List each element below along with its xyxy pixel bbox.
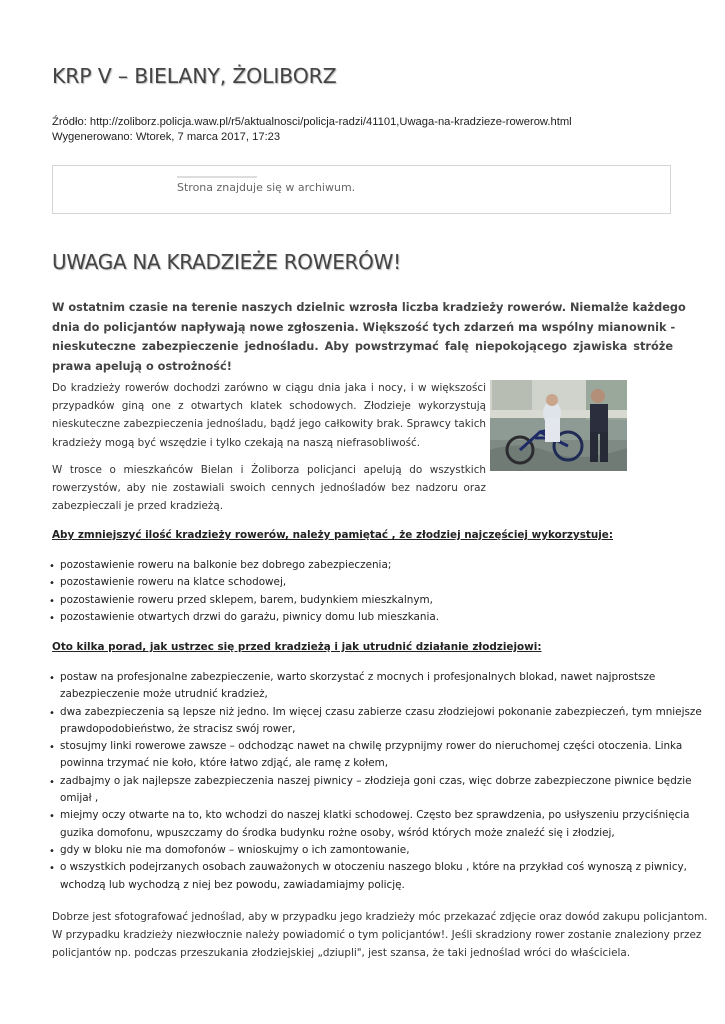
- list-item: • pozostawienie roweru na klatce schodowej,: [48, 574, 439, 591]
- paragraph-1: Do kradzieży rowerów dochodzi zarówno w ciągu dnia jaka i nocy, i w większości przypadków giną one z otwartych klatek schodowych. Złodzieje wykorzystują nieskuteczne zabezpieczenia jednośladu, bądź jego całkowity brak. Sprawcy takich kradzieży mogą być wszędzie i tylko czekają na naszą niefrasobliwość.: [52, 382, 486, 449]
- list-item-line: • miejmy oczy otwarte na to, kto wchodzi do naszej klatki schodowej. Często bez sprawdzenia, po usłyszeniu przyciśnięcia: [60, 809, 690, 822]
- site-title: KRP V – BIELANY, ŻOLIBORZ: [52, 64, 337, 88]
- lead-line: W ostatnim czasie na terenie naszych dzielnic wzrosła liczba kradzieży rowerów. Niemalże każdego: [52, 301, 686, 314]
- list-item: [48, 859, 702, 894]
- list-item: [48, 773, 702, 808]
- list-thief-opportunities: [48, 557, 439, 626]
- lead-line: dnia do policjantów napływają nowe zgłoszenia. Większość tych zdarzeń ma wspólny mianownik -: [52, 320, 676, 334]
- closing-line: Dobrze jest sfotografować jednoślad, aby w przypadku jego kradzieży móc przekazać zdjęcie oraz dowód zakupu policjantom.: [52, 911, 708, 923]
- list-item-line: guzika domofonu, wpuszczamy do środka budynku rożne osoby, wśród których może znaleźć się i złodziej,: [60, 826, 615, 839]
- archive-divider: [177, 176, 257, 178]
- closing-line: W przypadku kradzieży niezwłocznie należy powiadomić o tym policjantów!. Jeśli skradziony rower zostanie znaleziony przez: [52, 929, 702, 942]
- paragraph-2: W trosce o mieszkańców Bielan i Żoliborza policjanci apelują do wszystkich rowerzystów, aby nie zostawiali swoich cennych jednośladów bez nadzoru oraz zabezpieczali je przed kradzieżą.: [52, 464, 486, 513]
- police-officers-with-bicycle-image: [490, 380, 627, 471]
- list-item-line: • postaw na profesjonalne zabezpieczenie, warto skorzystać z mocnych i profesjonalnych blokad, nawet najprostsze: [60, 671, 656, 683]
- section-heading-1: Aby zmniejszyć ilość kradzieży rowerów, należy pamiętać , że złodziej najczęściej wykorzystuje:: [52, 529, 614, 541]
- list-item-line: • stosujmy linki rowerowe zawsze – odchodząc nawet na chwilę przypnijmy rower do nieruchomej części otoczenia. Linka: [60, 740, 683, 753]
- list-item: [48, 669, 702, 704]
- document-meta: [52, 115, 572, 145]
- list-item-line: powinna trzymać nie koło, które łatwo zdjąć, ale ramę z kołem,: [60, 757, 389, 770]
- list-item: [48, 842, 702, 859]
- list-item-line: omijał ,: [60, 792, 99, 805]
- list-item-line: zabezpieczenie może utrudnić kradzież,: [60, 688, 268, 701]
- list-tips: [48, 669, 702, 894]
- lead-line: nieskuteczne zabezpieczenie jednośladu. Aby powstrzymać falę niepokojącego zjawiska stróże: [52, 340, 673, 353]
- list-item: • pozostawienie roweru przed sklepem, barem, budynkiem mieszkalnym,: [48, 592, 439, 609]
- section-heading-2: Oto kilka porad, jak ustrzec się przed kradzieżą i jak utrudnić działanie złodziejowi:: [52, 641, 542, 653]
- list-item: [48, 704, 702, 739]
- list-item-line: • gdy w bloku nie ma domofonów – wnioskujmy o ich zamontowanie,: [60, 843, 410, 856]
- list-item: • pozostawienie roweru na balkonie bez dobrego zabezpieczenia;: [48, 557, 439, 574]
- closing-line: policjantów np. podczas przeszukania złodziejskiej „dziupli", jest szansa, że taki jednoślad wróci do właściciela.: [52, 947, 631, 960]
- archive-notice-text: Strona znajduje się w archiwum.: [177, 181, 356, 194]
- archive-notice-box: [52, 165, 671, 214]
- list-item-line: • dwa zabezpieczenia są lepsze niż jedno. Im więcej czasu zabierze czasu złodziejowi pokonanie zabezpieczeń, tym mniejsze: [60, 705, 702, 718]
- closing-paragraph: [52, 908, 708, 963]
- list-item-line: prawdopodobieństwo, że stracisz swój rower,: [60, 722, 296, 735]
- list-item: [48, 738, 702, 773]
- article-title: UWAGA NA KRADZIEŻE ROWERÓW!: [52, 250, 401, 274]
- list-item: • pozostawienie otwartych drzwi do garażu, piwnicy domu lub mieszkania.: [48, 609, 439, 626]
- article-lead: [52, 298, 686, 376]
- list-item: [48, 807, 702, 842]
- list-item-line: • zadbajmy o jak najlepsze zabezpieczenia naszej piwnicy – złodzieja goni czas, więc dobrze zabezpieczone piwnice będzie: [60, 774, 692, 787]
- source-line: Źródło: http://zoliborz.policja.waw.pl/r5/aktualnosci/policja-radzi/41101,Uwaga-na-kradzieze-rowerow.html: [52, 116, 572, 128]
- list-item-line: • o wszystkich podejrzanych osobach zauważonych w otoczeniu naszego bloku , które na przykład coś wynoszą z piwnicy,: [60, 861, 687, 874]
- generated-line: Wygenerowano: Wtorek, 7 marca 2017, 17:23: [52, 131, 281, 143]
- article-photo: [490, 380, 627, 471]
- list-item-line: wchodzą lub wychodzą z niej bez powodu, zawiadamiajmy policję.: [60, 878, 405, 891]
- lead-line: prawa apelują o ostrożność!: [52, 359, 232, 373]
